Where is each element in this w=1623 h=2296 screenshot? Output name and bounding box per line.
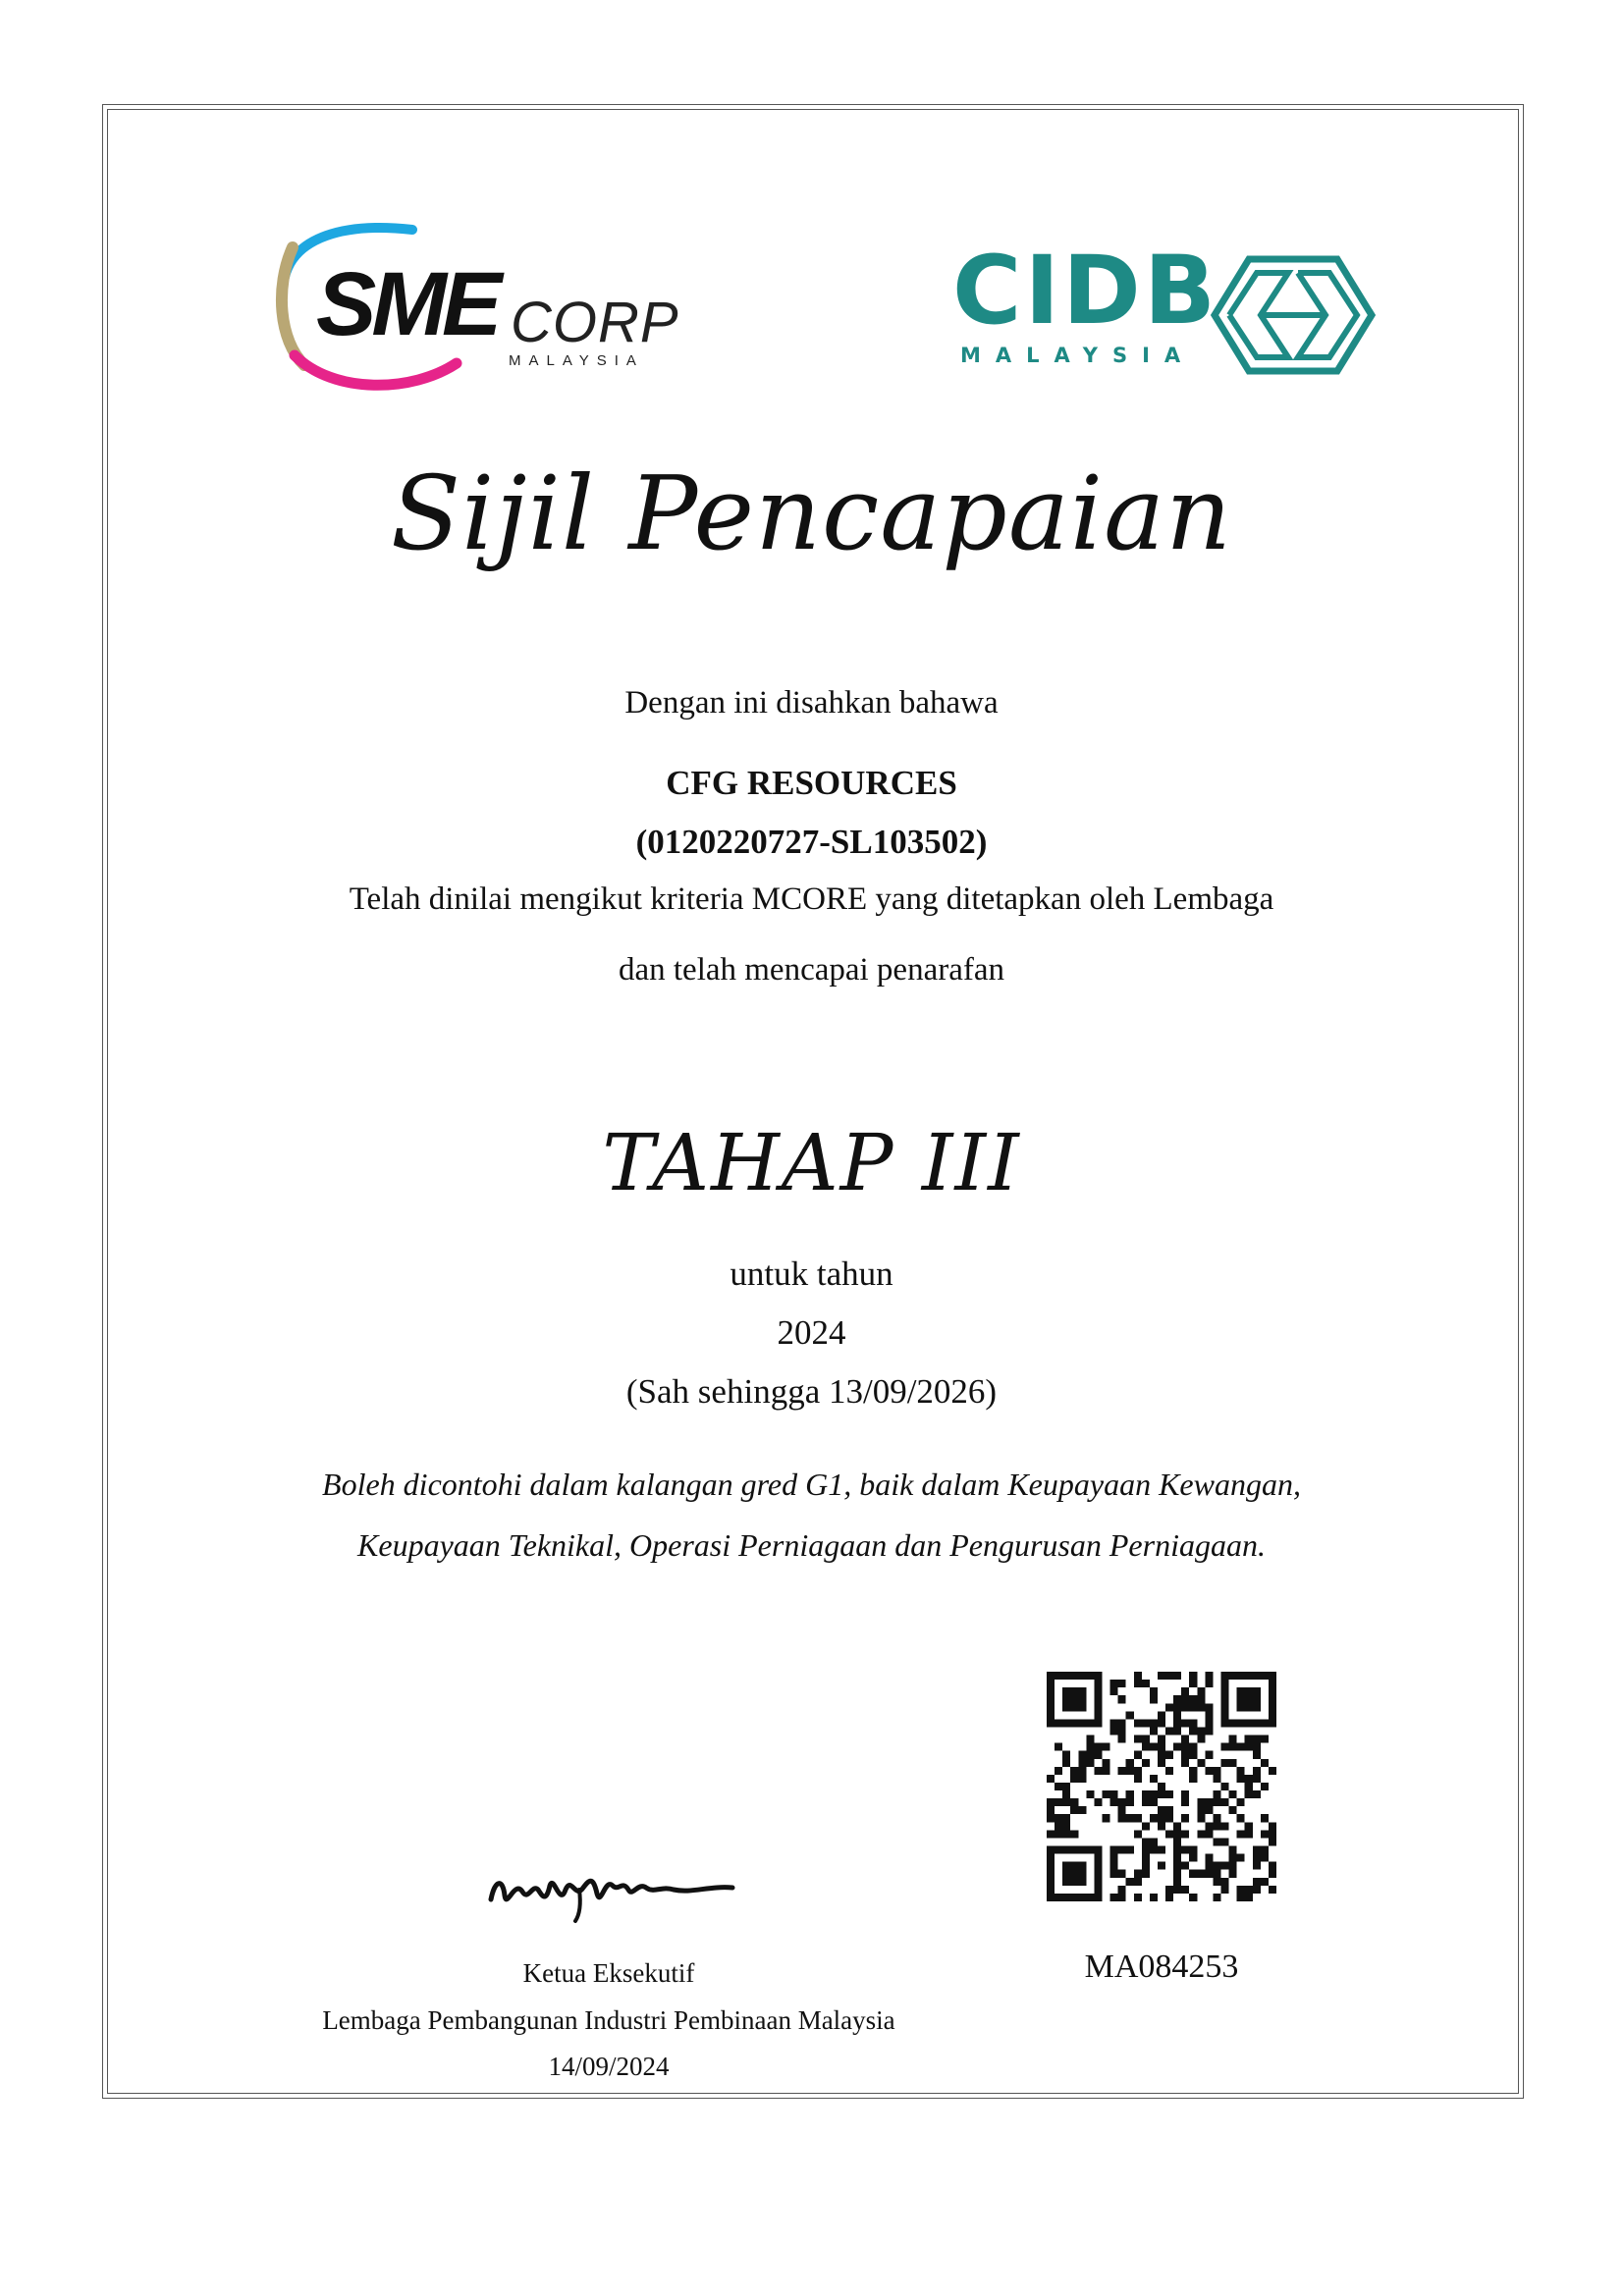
validity-date: (Sah sehingga 13/09/2026): [625, 1372, 998, 1411]
certificate-inner-border: [107, 109, 1519, 2094]
registration-number: (0120220727-SL103502): [635, 823, 988, 861]
cidb-logo-subtitle: MALAYSIA: [960, 344, 1196, 367]
qr-code-graphic: [1047, 1672, 1276, 1901]
signatory-organization: Lembaga Pembangunan Industri Pembinaan Malaysia: [322, 2005, 895, 2035]
year-label: untuk tahun: [730, 1255, 893, 1293]
corp-logo-word: CORP: [511, 291, 679, 354]
certificate-title: Sijil Pencapaian: [390, 454, 1233, 573]
assessment-text-line-2: dan telah mencapai penarafan: [618, 952, 1005, 988]
signatory-title: Ketua Eksekutif: [522, 1958, 695, 1988]
commendation-line-2: Keupayaan Teknikal, Operasi Perniagaan dan Pengurusan Perniagaan.: [357, 1527, 1266, 1563]
certificate-number: MA084253: [1084, 1949, 1239, 1985]
signature-date: 14/09/2024: [548, 2052, 670, 2081]
company-name: CFG RESOURCES: [666, 764, 957, 802]
cidb-hexagon-icon: [1210, 251, 1377, 379]
commendation-line-1: Boleh dicontohi dalam kalangan gred G1, baik dalam Keupayaan Kewangan,: [322, 1467, 1301, 1502]
sme-logo-word: SME: [316, 254, 498, 354]
signature-image: [481, 1850, 756, 1929]
sme-corp-logo: [265, 218, 677, 395]
year-value: 2024: [777, 1313, 846, 1352]
qr-code-icon[interactable]: [1047, 1672, 1276, 1901]
cidb-logo-word: CIDB: [952, 236, 1219, 346]
sme-logo-subtitle: MALAYSIA: [509, 352, 644, 369]
rating-level: TAHAP III: [602, 1117, 1021, 1208]
cidb-logo: [952, 236, 1375, 383]
certificate-intro: Dengan ini disahkan bahawa: [624, 685, 999, 721]
assessment-text-line-1: Telah dinilai mengikut kriteria MCORE yang ditetapkan oleh Lembaga: [349, 881, 1274, 917]
